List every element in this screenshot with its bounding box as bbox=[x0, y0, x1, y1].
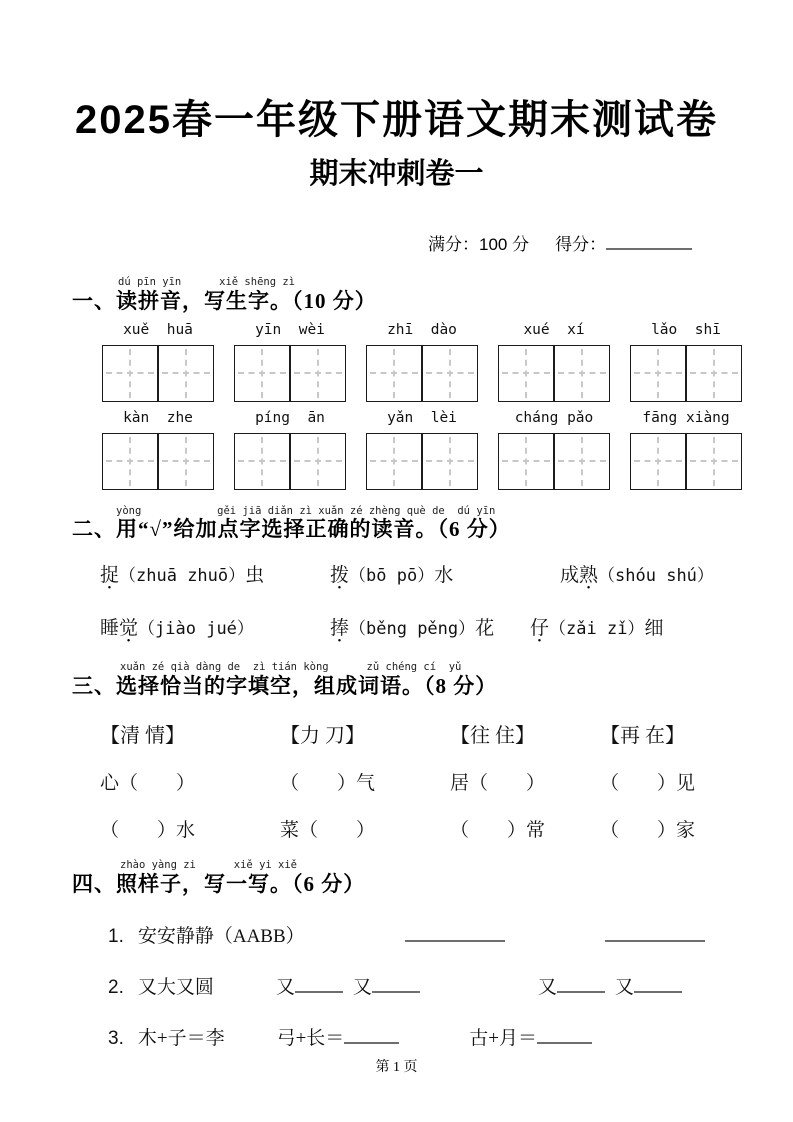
tianzige-box[interactable] bbox=[554, 433, 610, 490]
answer-blank[interactable] bbox=[344, 1023, 399, 1044]
fill-blank-word[interactable]: 菜（ ） bbox=[280, 820, 376, 842]
pronunciation-choice-item bbox=[560, 560, 714, 587]
word-pinyin: lǎo shī bbox=[651, 321, 721, 338]
word-pinyin: xuě huā bbox=[123, 321, 193, 338]
tianzige-box[interactable] bbox=[234, 345, 290, 402]
word-unit bbox=[496, 410, 612, 490]
answer-blank[interactable] bbox=[295, 972, 343, 993]
pronunciation-choice-item bbox=[530, 613, 663, 640]
tianzige-box[interactable] bbox=[686, 345, 742, 402]
page-title: 2025春一年级下册语文期末测试卷 bbox=[75, 98, 718, 142]
word-unit bbox=[100, 410, 216, 490]
section-3-fill-row-1 bbox=[100, 768, 793, 795]
section-2-row-2 bbox=[100, 613, 793, 648]
item-post-text: 虫 bbox=[245, 565, 265, 587]
writing-box-pair bbox=[234, 433, 346, 490]
section-1-heading: 一、读拼音，写生字。（10 分） bbox=[72, 288, 377, 313]
answer-blank[interactable] bbox=[372, 972, 420, 993]
tianzige-box[interactable] bbox=[422, 345, 478, 402]
tianzige-box[interactable] bbox=[102, 433, 158, 490]
full-score-label: 满分：100 分 bbox=[428, 235, 530, 254]
answer-blank[interactable] bbox=[634, 972, 682, 993]
section-4-item-2 bbox=[108, 972, 793, 999]
dotted-character: 捧 bbox=[330, 618, 350, 640]
tianzige-box[interactable] bbox=[630, 345, 686, 402]
tianzige-box[interactable] bbox=[290, 345, 346, 402]
item-pre-text: 睡 bbox=[100, 618, 120, 640]
item-post-text: 花 bbox=[475, 618, 495, 640]
tianzige-box[interactable] bbox=[630, 433, 686, 490]
section-3-heading-pinyin: xuǎn zé qià dàng de zì tián kòng zǔ chéng cí yǔ bbox=[120, 661, 462, 674]
answer-blank[interactable] bbox=[557, 972, 605, 993]
tianzige-box[interactable] bbox=[366, 345, 422, 402]
word-unit bbox=[364, 410, 480, 490]
fill-blank-word[interactable]: （ ）气 bbox=[280, 773, 376, 795]
pattern-prefix: 又 bbox=[614, 976, 634, 998]
word-pinyin: kàn zhe bbox=[123, 409, 193, 426]
tianzige-box[interactable] bbox=[366, 433, 422, 490]
pinyin-options[interactable]: （běng pěng） bbox=[349, 619, 476, 640]
word-unit bbox=[232, 322, 348, 402]
word-unit bbox=[628, 410, 744, 490]
tianzige-box[interactable] bbox=[498, 433, 554, 490]
word-pinyin: zhī dào bbox=[387, 321, 457, 338]
answer-blank[interactable] bbox=[405, 921, 505, 942]
dotted-character: 觉 bbox=[119, 618, 139, 640]
pattern-prefix: 又 bbox=[352, 976, 372, 998]
word-pinyin: xué xí bbox=[523, 321, 585, 338]
tianzige-box[interactable] bbox=[554, 345, 610, 402]
character-option-pair: 【清 情】 bbox=[100, 725, 185, 748]
item-post-text: 水 bbox=[434, 565, 454, 587]
section-3-heading: 三、选择恰当的字填空，组成词语。（8 分） bbox=[72, 673, 498, 698]
pinyin-options[interactable]: （jiào jué） bbox=[138, 619, 254, 640]
word-pinyin: píng ān bbox=[255, 409, 325, 426]
tianzige-box[interactable] bbox=[290, 433, 346, 490]
section-1-heading-block bbox=[72, 277, 793, 314]
pinyin-options[interactable]: （shóu shú） bbox=[598, 566, 714, 587]
word-unit bbox=[628, 322, 744, 402]
writing-box-pair bbox=[234, 345, 346, 402]
writing-box-pair bbox=[498, 433, 610, 490]
tianzige-box[interactable] bbox=[158, 433, 214, 490]
word-unit bbox=[496, 322, 612, 402]
score-line bbox=[428, 230, 793, 255]
section-2-row-1 bbox=[100, 560, 793, 595]
example-word: 木+子＝李 bbox=[137, 1027, 225, 1049]
tianzige-box[interactable] bbox=[234, 433, 290, 490]
section-2-heading-pinyin: yòng gěi jiā diǎn zì xuǎn zé zhèng què de dú yīn bbox=[116, 504, 496, 517]
fill-blank-word[interactable]: （ ）水 bbox=[100, 820, 196, 842]
fill-blank-word[interactable]: （ ）常 bbox=[450, 820, 546, 842]
character-option-pair: 【力 刀】 bbox=[280, 725, 365, 748]
example-word: 又大又圆 bbox=[137, 976, 214, 998]
section-4-heading-block bbox=[72, 860, 793, 897]
character-option-pair: 【往 住】 bbox=[450, 725, 535, 748]
page-number: 第 1 页 bbox=[375, 1060, 418, 1075]
pattern-prefix: 又 bbox=[537, 976, 557, 998]
word-pinyin: yǎn lèi bbox=[387, 409, 457, 426]
item-pre-text: 成 bbox=[560, 565, 580, 587]
pronunciation-choice-item bbox=[100, 613, 330, 640]
pinyin-options[interactable]: （bō pō） bbox=[349, 566, 435, 587]
writing-box-pair bbox=[102, 433, 214, 490]
section-3-fill-row-2 bbox=[100, 815, 793, 842]
section-3-character-options-row bbox=[100, 719, 793, 748]
fill-blank-word[interactable]: 心（ ） bbox=[100, 773, 196, 795]
fill-blank-word[interactable]: （ ）家 bbox=[600, 820, 696, 842]
section-3-heading-block bbox=[72, 662, 793, 699]
writing-box-pair bbox=[366, 345, 478, 402]
tianzige-box[interactable] bbox=[422, 433, 478, 490]
section-4-item-1 bbox=[108, 921, 793, 948]
writing-box-pair bbox=[498, 345, 610, 402]
writing-box-pair bbox=[102, 345, 214, 402]
pronunciation-choice-item bbox=[100, 560, 330, 587]
section-2-heading-block bbox=[72, 506, 793, 543]
section-1-word-row-2 bbox=[100, 410, 744, 490]
item-post-text: 细 bbox=[644, 618, 664, 640]
score-label: 得分： bbox=[555, 235, 607, 254]
writing-box-pair bbox=[630, 433, 742, 490]
pinyin-options[interactable]: （zhuā zhuō） bbox=[119, 566, 246, 587]
item-number: 2. bbox=[108, 976, 124, 998]
fill-blank-word[interactable]: （ ）见 bbox=[600, 773, 696, 795]
answer-blank[interactable] bbox=[605, 921, 705, 942]
page-subtitle: 期末冲刺卷一 bbox=[309, 158, 484, 190]
writing-box-pair bbox=[366, 433, 478, 490]
dotted-character: 拨 bbox=[330, 565, 350, 587]
formula-prefix: 弓+长＝ bbox=[276, 1027, 345, 1049]
fill-blank-word[interactable]: 居（ ） bbox=[450, 773, 546, 795]
word-pinyin: cháng pǎo bbox=[514, 409, 594, 426]
tianzige-box[interactable] bbox=[686, 433, 742, 490]
dotted-character: 仔 bbox=[530, 618, 550, 640]
section-1-word-row-1 bbox=[100, 322, 744, 402]
section-4-heading: 四、照样子，写一写。（6 分） bbox=[72, 871, 366, 896]
section-4-item-3 bbox=[108, 1023, 793, 1050]
dotted-character: 熟 bbox=[579, 565, 599, 587]
formula-prefix: 古+月＝ bbox=[469, 1027, 538, 1049]
writing-box-pair bbox=[630, 345, 742, 402]
item-number: 1. bbox=[108, 925, 124, 947]
pronunciation-choice-item bbox=[330, 613, 530, 640]
character-option-pair: 【再 在】 bbox=[600, 725, 685, 748]
pattern-prefix: 又 bbox=[275, 976, 295, 998]
section-4-heading-pinyin: zhào yàng zi xiě yi xiě bbox=[120, 859, 298, 872]
dotted-character: 捉 bbox=[100, 565, 120, 587]
item-number: 3. bbox=[108, 1027, 124, 1049]
pinyin-options[interactable]: （zǎi zǐ） bbox=[549, 619, 645, 640]
word-pinyin: fāng xiàng bbox=[642, 409, 730, 426]
answer-blank[interactable] bbox=[537, 1023, 592, 1044]
example-word: 安安静静（AABB） bbox=[137, 925, 305, 947]
tianzige-box[interactable] bbox=[158, 345, 214, 402]
tianzige-box[interactable] bbox=[102, 345, 158, 402]
word-pinyin: yīn wèi bbox=[255, 321, 325, 338]
tianzige-box[interactable] bbox=[498, 345, 554, 402]
word-unit bbox=[232, 410, 348, 490]
section-1-heading-pinyin: dú pīn yīn xiě shēng zì bbox=[118, 276, 296, 288]
score-answer-blank[interactable] bbox=[606, 231, 692, 250]
section-2-heading: 二、用“√”给加点字选择正确的读音。（6 分） bbox=[72, 517, 511, 542]
pronunciation-choice-item bbox=[330, 560, 560, 587]
word-unit bbox=[100, 322, 216, 402]
word-unit bbox=[364, 322, 480, 402]
